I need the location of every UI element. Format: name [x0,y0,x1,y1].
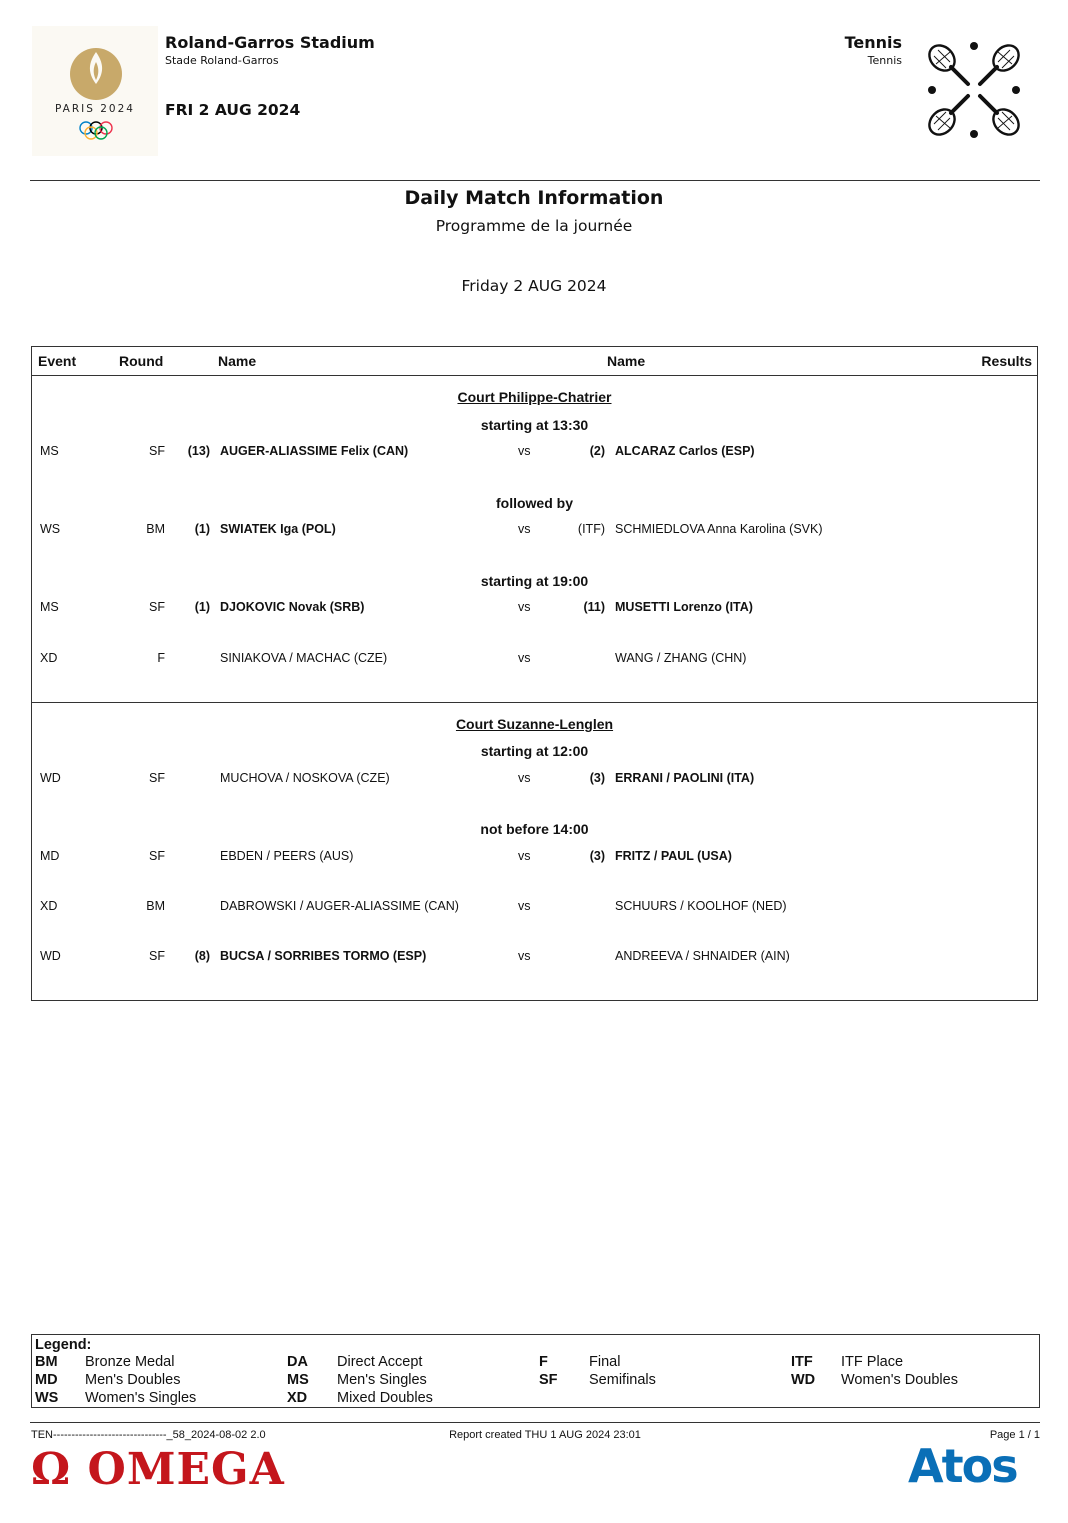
report-created: Report created THU 1 AUG 2024 23:01 [449,1429,641,1441]
player-2: MUSETTI Lorenzo (ITA) [615,600,753,614]
player-1: AUGER-ALIASSIME Felix (CAN) [220,444,409,458]
table-row [32,771,1037,789]
legend-desc: Men's Doubles [85,1372,181,1388]
player-1: DJOKOVIC Novak (SRB) [220,600,365,614]
round-code: SF [149,444,165,458]
player-1: MUCHOVA / NOSKOVA (CZE) [220,771,390,785]
vs-label: vs [518,651,531,665]
vs-label: vs [518,949,531,963]
page-number: Page 1 / 1 [989,1429,1040,1441]
legend-desc: Bronze Medal [85,1354,175,1370]
col-results: Results [981,353,1032,369]
event-code: MS [40,600,59,614]
col-event: Event [38,353,77,369]
header-divider [30,180,1040,181]
legend-code: ITF [791,1354,813,1370]
legend-desc: Mixed Doubles [337,1390,433,1406]
header-date: FRI 2 AUG 2024 [165,101,301,119]
page-title: Daily Match Information [404,187,664,209]
legend-desc: Semifinals [589,1372,656,1388]
event-code: XD [40,899,58,913]
session-time: starting at 12:00 [480,743,589,759]
table-row [32,849,1037,867]
vs-label: vs [518,899,531,913]
page-title-fr: Programme de la journée [435,217,633,235]
seed-2: (ITF) [577,522,605,536]
session-time: not before 14:00 [480,821,589,837]
seed-1: (1) [194,522,210,536]
col-name-1: Name [218,353,257,369]
seed-1: (13) [187,444,210,458]
legend-desc: Women's Doubles [841,1372,958,1388]
player-2: SCHMIEDLOVA Anna Karolina (SVK) [615,522,823,536]
table-row [32,600,1037,618]
venue-name-fr: Stade Roland-Garros [165,54,279,67]
logo-text: PARIS 2024 [55,103,135,115]
session-time: followed by [496,495,573,511]
table-header [32,347,1037,376]
table-row [32,949,1037,967]
event-code: XD [40,651,58,665]
round-code: SF [149,600,165,614]
page-day: Friday 2 AUG 2024 [461,277,607,295]
player-2: ERRANI / PAOLINI (ITA) [615,771,755,785]
legend-code: MS [287,1372,309,1388]
vs-label: vs [518,771,531,785]
col-round: Round [119,353,164,369]
player-2: ALCARAZ Carlos (ESP) [615,444,755,458]
legend-code: XD [287,1390,308,1406]
atos-logo: Atos [908,1439,1017,1493]
event-code: MD [40,849,60,863]
player-1: EBDEN / PEERS (AUS) [220,849,354,863]
tennis-pictogram-icon [920,40,1028,140]
session-time: starting at 13:30 [480,417,589,433]
event-code: WS [40,522,61,536]
player-2: ANDREEVA / SHNAIDER (AIN) [615,949,790,963]
paris-2024-logo [32,26,158,156]
round-code: SF [149,949,165,963]
seed-1: (1) [194,600,210,614]
player-2: FRITZ / PAUL (USA) [615,849,732,863]
table-row [32,444,1037,462]
legend-code: SF [539,1372,558,1388]
legend-code: WS [35,1390,59,1406]
event-code: WD [40,949,61,963]
legend-desc: Women's Singles [85,1390,197,1406]
event-code: WD [40,771,61,785]
court-name: Court Suzanne-Lenglen [455,716,614,732]
event-code: MS [40,444,59,458]
player-2: SCHUURS / KOOLHOF (NED) [615,899,787,913]
legend-code: BM [35,1354,58,1370]
player-1: SINIAKOVA / MACHAC (CZE) [220,651,388,665]
seed-2: (3) [589,849,605,863]
vs-label: vs [518,600,531,614]
legend-code: DA [287,1354,308,1370]
seed-2: (11) [583,600,605,614]
legend-box [31,1334,1040,1408]
round-code: F [157,651,165,665]
legend-code: MD [35,1372,58,1388]
court-divider [32,702,1037,703]
player-2: WANG / ZHANG (CHN) [615,651,747,665]
vs-label: vs [518,444,531,458]
seed-2: (2) [589,444,605,458]
legend-title: Legend: [35,1337,92,1353]
sport-name-fr: Tennis [867,54,902,67]
round-code: BM [146,899,165,913]
court-name: Court Philippe-Chatrier [457,389,612,405]
seed-2: (3) [589,771,605,785]
round-code: SF [149,849,165,863]
footer-divider [30,1422,1040,1423]
player-1: BUCSA / SORRIBES TORMO (ESP) [220,949,427,963]
omega-logo: Ω OMEGA [31,1444,285,1495]
round-code: BM [146,522,165,536]
legend-desc: Final [589,1354,621,1370]
report-code: TEN-------------------------------_58_2024-08-02 2.0 [31,1429,266,1441]
vs-label: vs [518,849,531,863]
sport-name: Tennis [844,33,902,52]
table-row [32,899,1037,917]
venue-name: Roland-Garros Stadium [165,33,375,52]
col-name-2: Name [607,353,646,369]
legend-desc: Direct Accept [337,1354,423,1370]
player-1: DABROWSKI / AUGER-ALIASSIME (CAN) [220,899,459,913]
match-table [31,346,1038,1001]
legend-desc: ITF Place [841,1354,904,1370]
session-time: starting at 19:00 [480,573,589,589]
round-code: SF [149,771,165,785]
table-row [32,522,1037,540]
seed-1: (8) [194,949,210,963]
player-1: SWIATEK Iga (POL) [220,522,336,536]
legend-code: F [539,1354,548,1370]
paris-2024-emblem-icon [32,26,158,156]
legend-desc: Men's Singles [337,1372,427,1388]
table-row [32,651,1037,669]
legend-code: WD [791,1372,816,1388]
vs-label: vs [518,522,531,536]
